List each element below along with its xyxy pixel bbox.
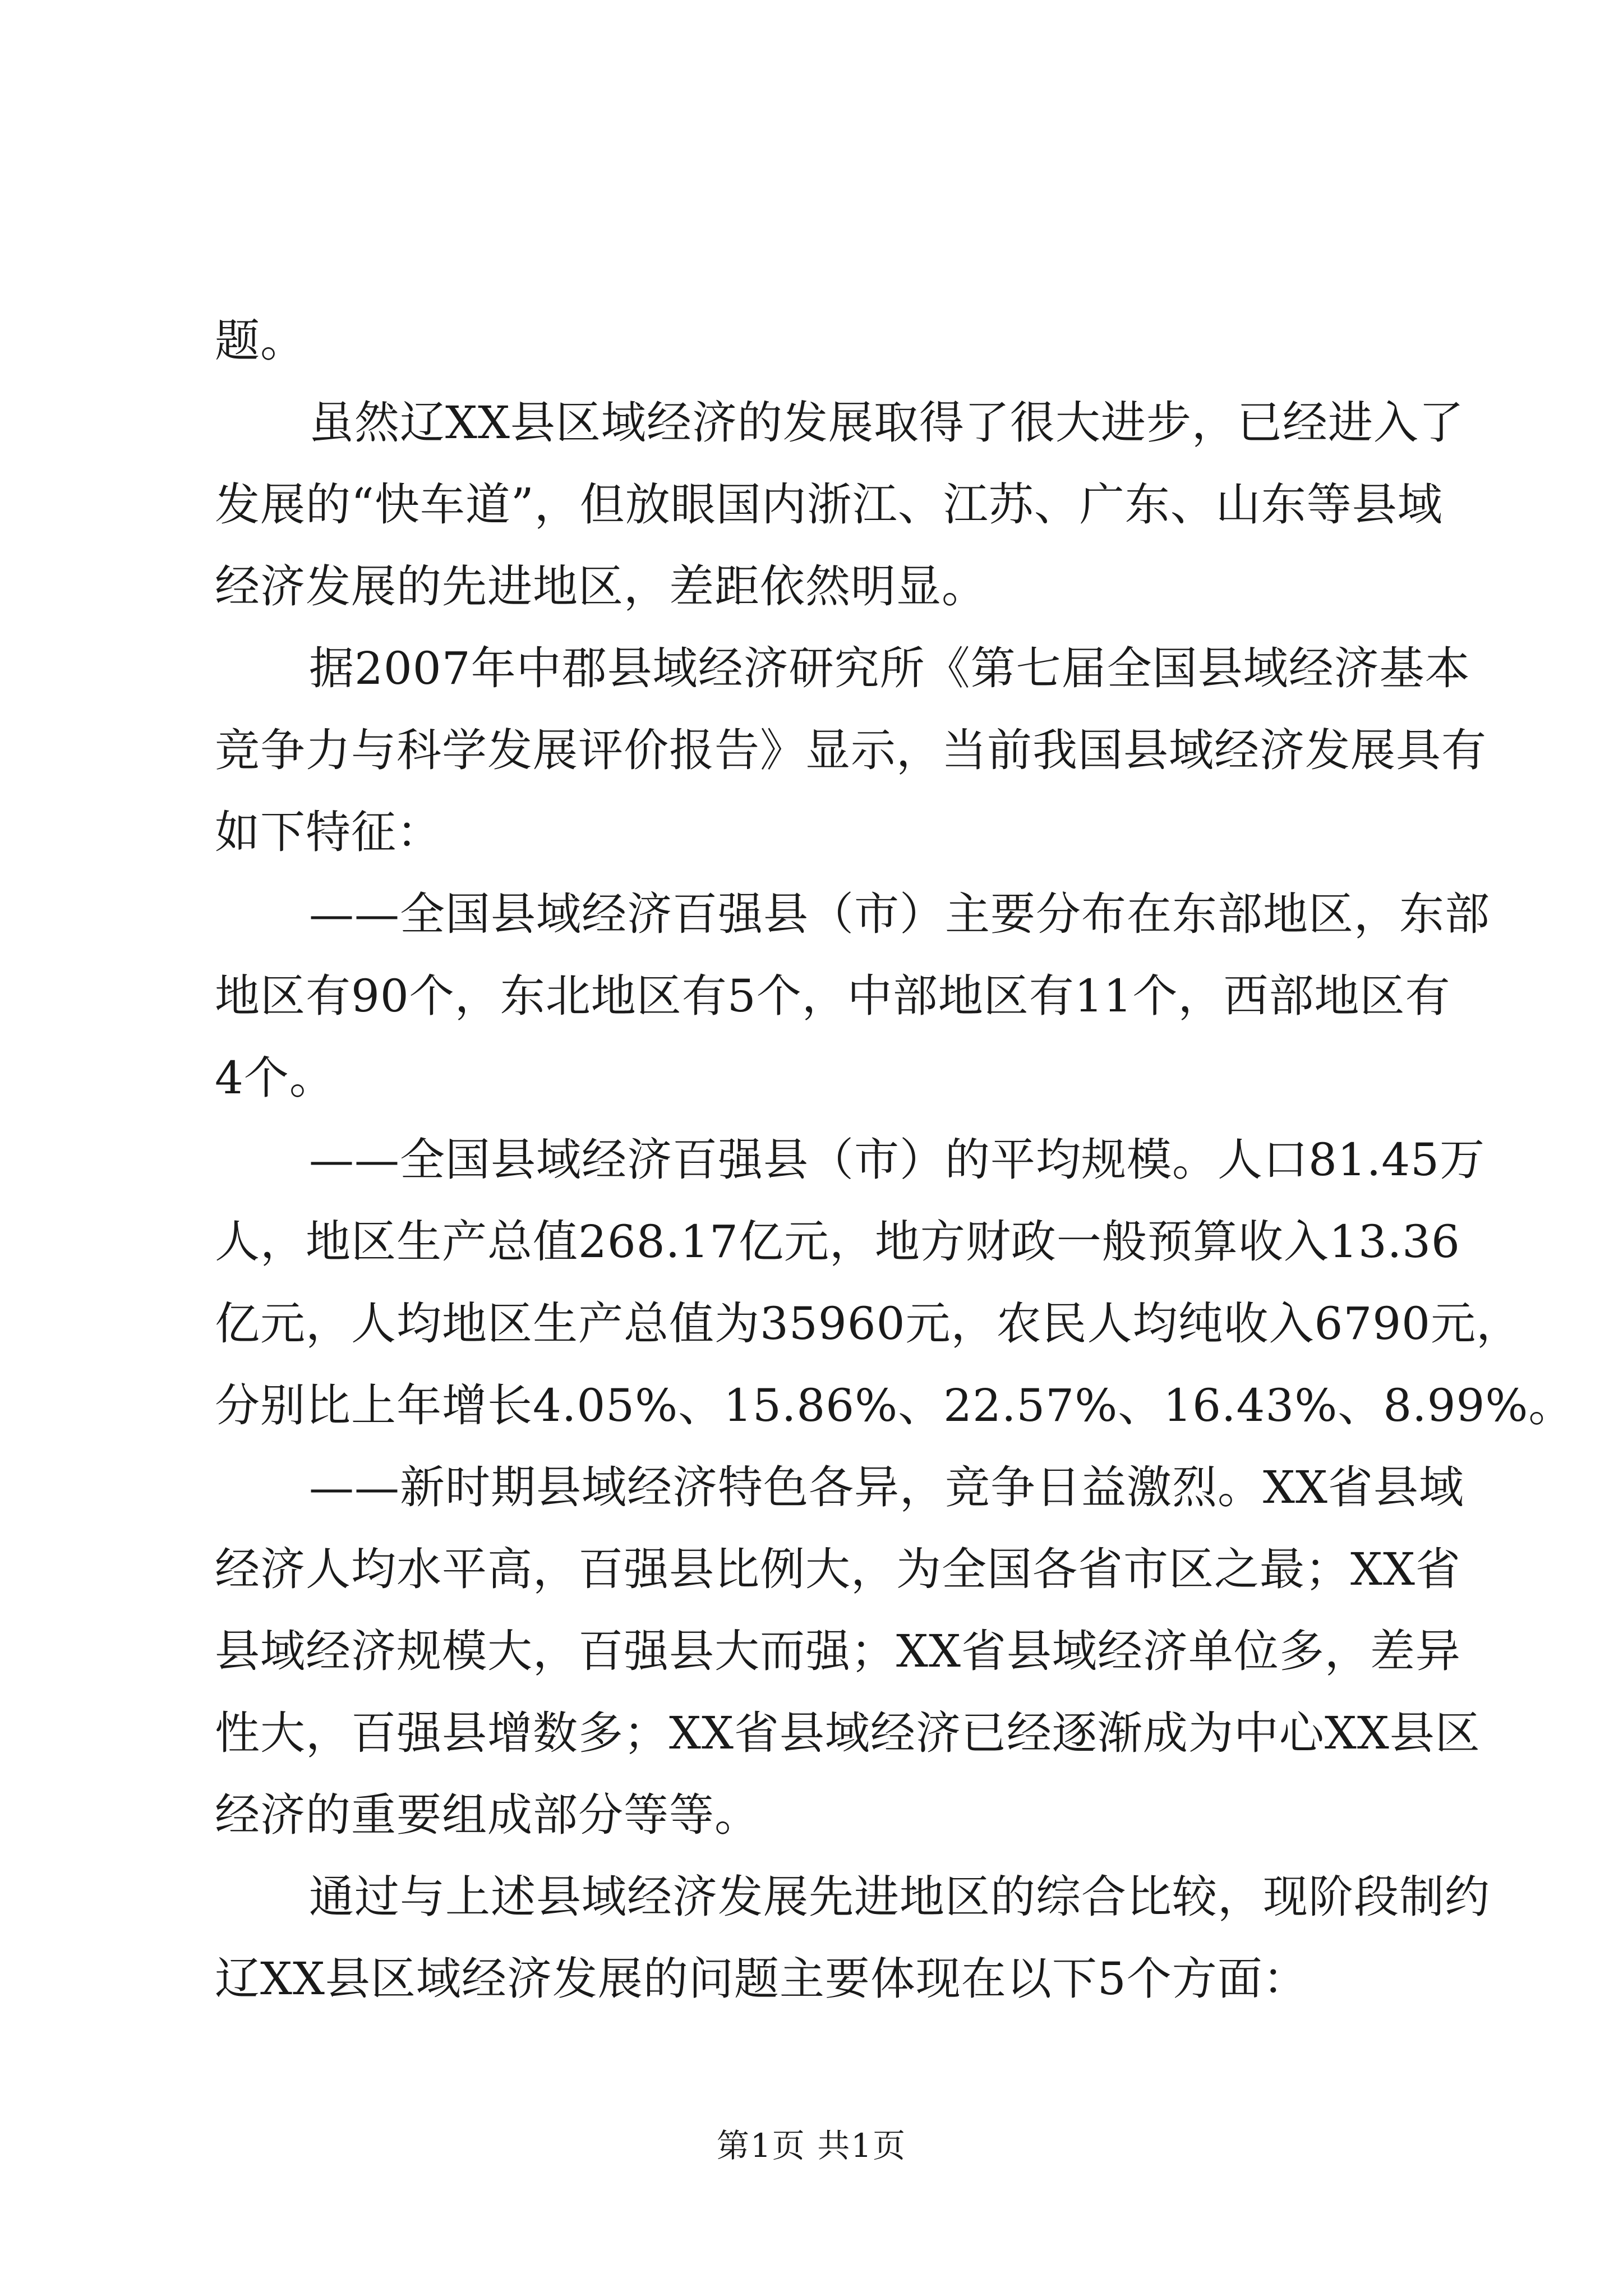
text-line: 通过与上述县域经济发展先进地区的综合比较，现阶段制约 xyxy=(309,1871,1490,1923)
paragraph-problems-intro xyxy=(215,1856,1490,2020)
text-line: 辽XX县区域经济发展的问题主要体现在以下5个方面： xyxy=(215,1953,1308,2005)
page-footer xyxy=(0,2126,1623,2165)
paragraph-report-citation xyxy=(215,628,1487,873)
text-line: 竞争力与科学发展评价报告》显示，当前我国县域经济发展具有 xyxy=(215,724,1487,776)
text-line: ——新时期县域经济特色各异，竞争日益激烈。XX省县域 xyxy=(309,1461,1464,1513)
paragraph-continuation xyxy=(215,300,1415,382)
text-line: 性大，百强县增数多；XX省县域经济已经逐渐成为中心XX县区 xyxy=(215,1707,1481,1759)
paragraph-distribution xyxy=(215,873,1490,1119)
page-number: 第1页 共1页 xyxy=(716,2127,907,2165)
paragraph-average-scale xyxy=(215,1119,1574,1447)
text-line: 经济发展的先进地区，差距依然明显。 xyxy=(215,560,987,613)
paragraph-gap-comparison xyxy=(215,382,1464,628)
text-line: 经济的重要组成部分等等。 xyxy=(215,1789,760,1841)
text-line: ——全国县域经济百强县（市）主要分布在东部地区，东部 xyxy=(309,888,1490,940)
text-line: 亿元，人均地区生产总值为35960元，农民人均纯收入6790元， xyxy=(215,1297,1522,1350)
text-line: 发展的“快车道”，但放眼国内浙江、江苏、广东、山东等县域 xyxy=(215,478,1443,531)
text-line: ——全国县域经济百强县（市）的平均规模。人口81.45万 xyxy=(309,1134,1486,1186)
text-line: 经济人均水平高，百强县比例大，为全国各省市区之最；XX省 xyxy=(215,1543,1461,1595)
text-line: 题。 xyxy=(215,315,306,367)
text-line: 人，地区生产总值268.17亿元，地方财政一般预算收入13.36 xyxy=(215,1216,1460,1268)
text-line: 如下特征： xyxy=(215,806,442,858)
paragraph-characteristics xyxy=(215,1447,1481,1856)
text-line: 4个。 xyxy=(215,1052,335,1104)
text-line: 虽然辽XX县区域经济的发展取得了很大进步，已经进入了 xyxy=(309,397,1464,449)
text-line: 县域经济规模大，百强县大而强；XX省县域经济单位多，差异 xyxy=(215,1625,1461,1677)
body-text xyxy=(215,300,1574,2020)
text-line: 分别比上年增长4.05%、15.86%、22.57%、16.43%、8.99%。 xyxy=(215,1379,1574,1432)
text-line: 据2007年中郡县域经济研究所《第七届全国县域经济基本 xyxy=(309,642,1470,694)
text-line: 地区有90个，东北地区有5个，中部地区有11个，西部地区有 xyxy=(215,970,1451,1022)
